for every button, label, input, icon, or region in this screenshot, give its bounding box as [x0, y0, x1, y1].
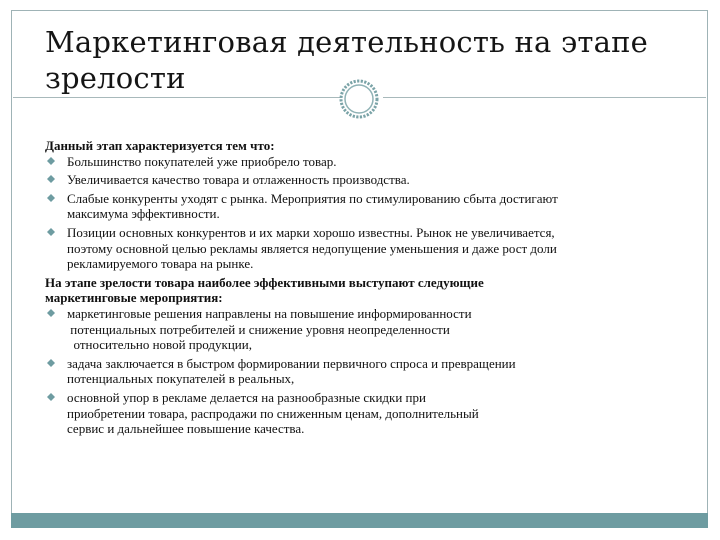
- list-item-line: максимума эффективности.: [67, 206, 220, 222]
- list-item: [45, 191, 685, 222]
- list-item-line: Позиции основных конкурентов и их марки хорошо известны. Рынок не увеличивается,: [67, 224, 555, 240]
- section-heading: [45, 275, 685, 306]
- list-item-line: рекламируемого товара на рынке.: [67, 256, 254, 272]
- list-item: [45, 225, 685, 272]
- bullet-list-2: [45, 306, 685, 437]
- list-item-line: основной упор в рекламе делается на разнообразные скидки при: [67, 389, 426, 405]
- list-item: [45, 306, 685, 353]
- list-item-line: поэтому основной целью рекламы является недопущение уменьшения и даже рост доли: [67, 240, 557, 256]
- title-line-1: Маркетинговая деятельность на этапе: [45, 25, 649, 59]
- list-item-line: сервис и дальнейшее повышение качества.: [67, 421, 305, 437]
- diamond-bullet-icon: [47, 359, 55, 367]
- list-item: [45, 390, 685, 437]
- list-item: [45, 356, 685, 387]
- bullet-list-1: [45, 154, 685, 272]
- list-item: [45, 172, 685, 188]
- diamond-bullet-icon: [47, 194, 55, 202]
- title-line-2: зрелости: [45, 61, 186, 95]
- section-heading-line-2: маркетинговые мероприятия:: [45, 290, 223, 306]
- list-item-line: Слабые конкуренты уходят с рынка. Мероприятия по стимулированию сбыта достигают: [67, 190, 558, 206]
- slide-body: [45, 138, 685, 440]
- title-rule-right: [383, 97, 706, 98]
- intro-text: Данный этап характеризуется тем что:: [45, 138, 275, 153]
- list-item-line: маркетинговые решения направлены на повышение информированности: [67, 305, 472, 321]
- diamond-bullet-icon: [47, 309, 55, 317]
- title-rule-left: [13, 97, 350, 98]
- list-item-line: Большинство покупателей уже приобрело товар.: [67, 153, 337, 169]
- diamond-bullet-icon: [47, 157, 55, 165]
- list-item-line: Увеличивается качество товара и отлаженность производства.: [67, 172, 410, 188]
- list-item-line: приобретении товара, распродажи по сниженным ценам, дополнительный: [67, 405, 479, 421]
- list-item-line: относительно новой продукции,: [67, 337, 252, 353]
- list-item-line: потенциальных потребителей и снижение уровня неопределенности: [67, 321, 450, 337]
- list-item: [45, 154, 685, 170]
- footer-bar: [11, 513, 708, 528]
- list-item-line: задача заключается в быстром формировании первичного спроса и превращении: [67, 355, 516, 371]
- list-item-line: потенциальных покупателей в реальных,: [67, 371, 295, 387]
- section-heading-line-1: На этапе зрелости товара наиболее эффективными выступают следующие: [45, 274, 484, 290]
- diamond-bullet-icon: [47, 393, 55, 401]
- circle-ornament-icon: [338, 78, 380, 120]
- diamond-bullet-icon: [47, 175, 55, 183]
- diamond-bullet-icon: [47, 228, 55, 236]
